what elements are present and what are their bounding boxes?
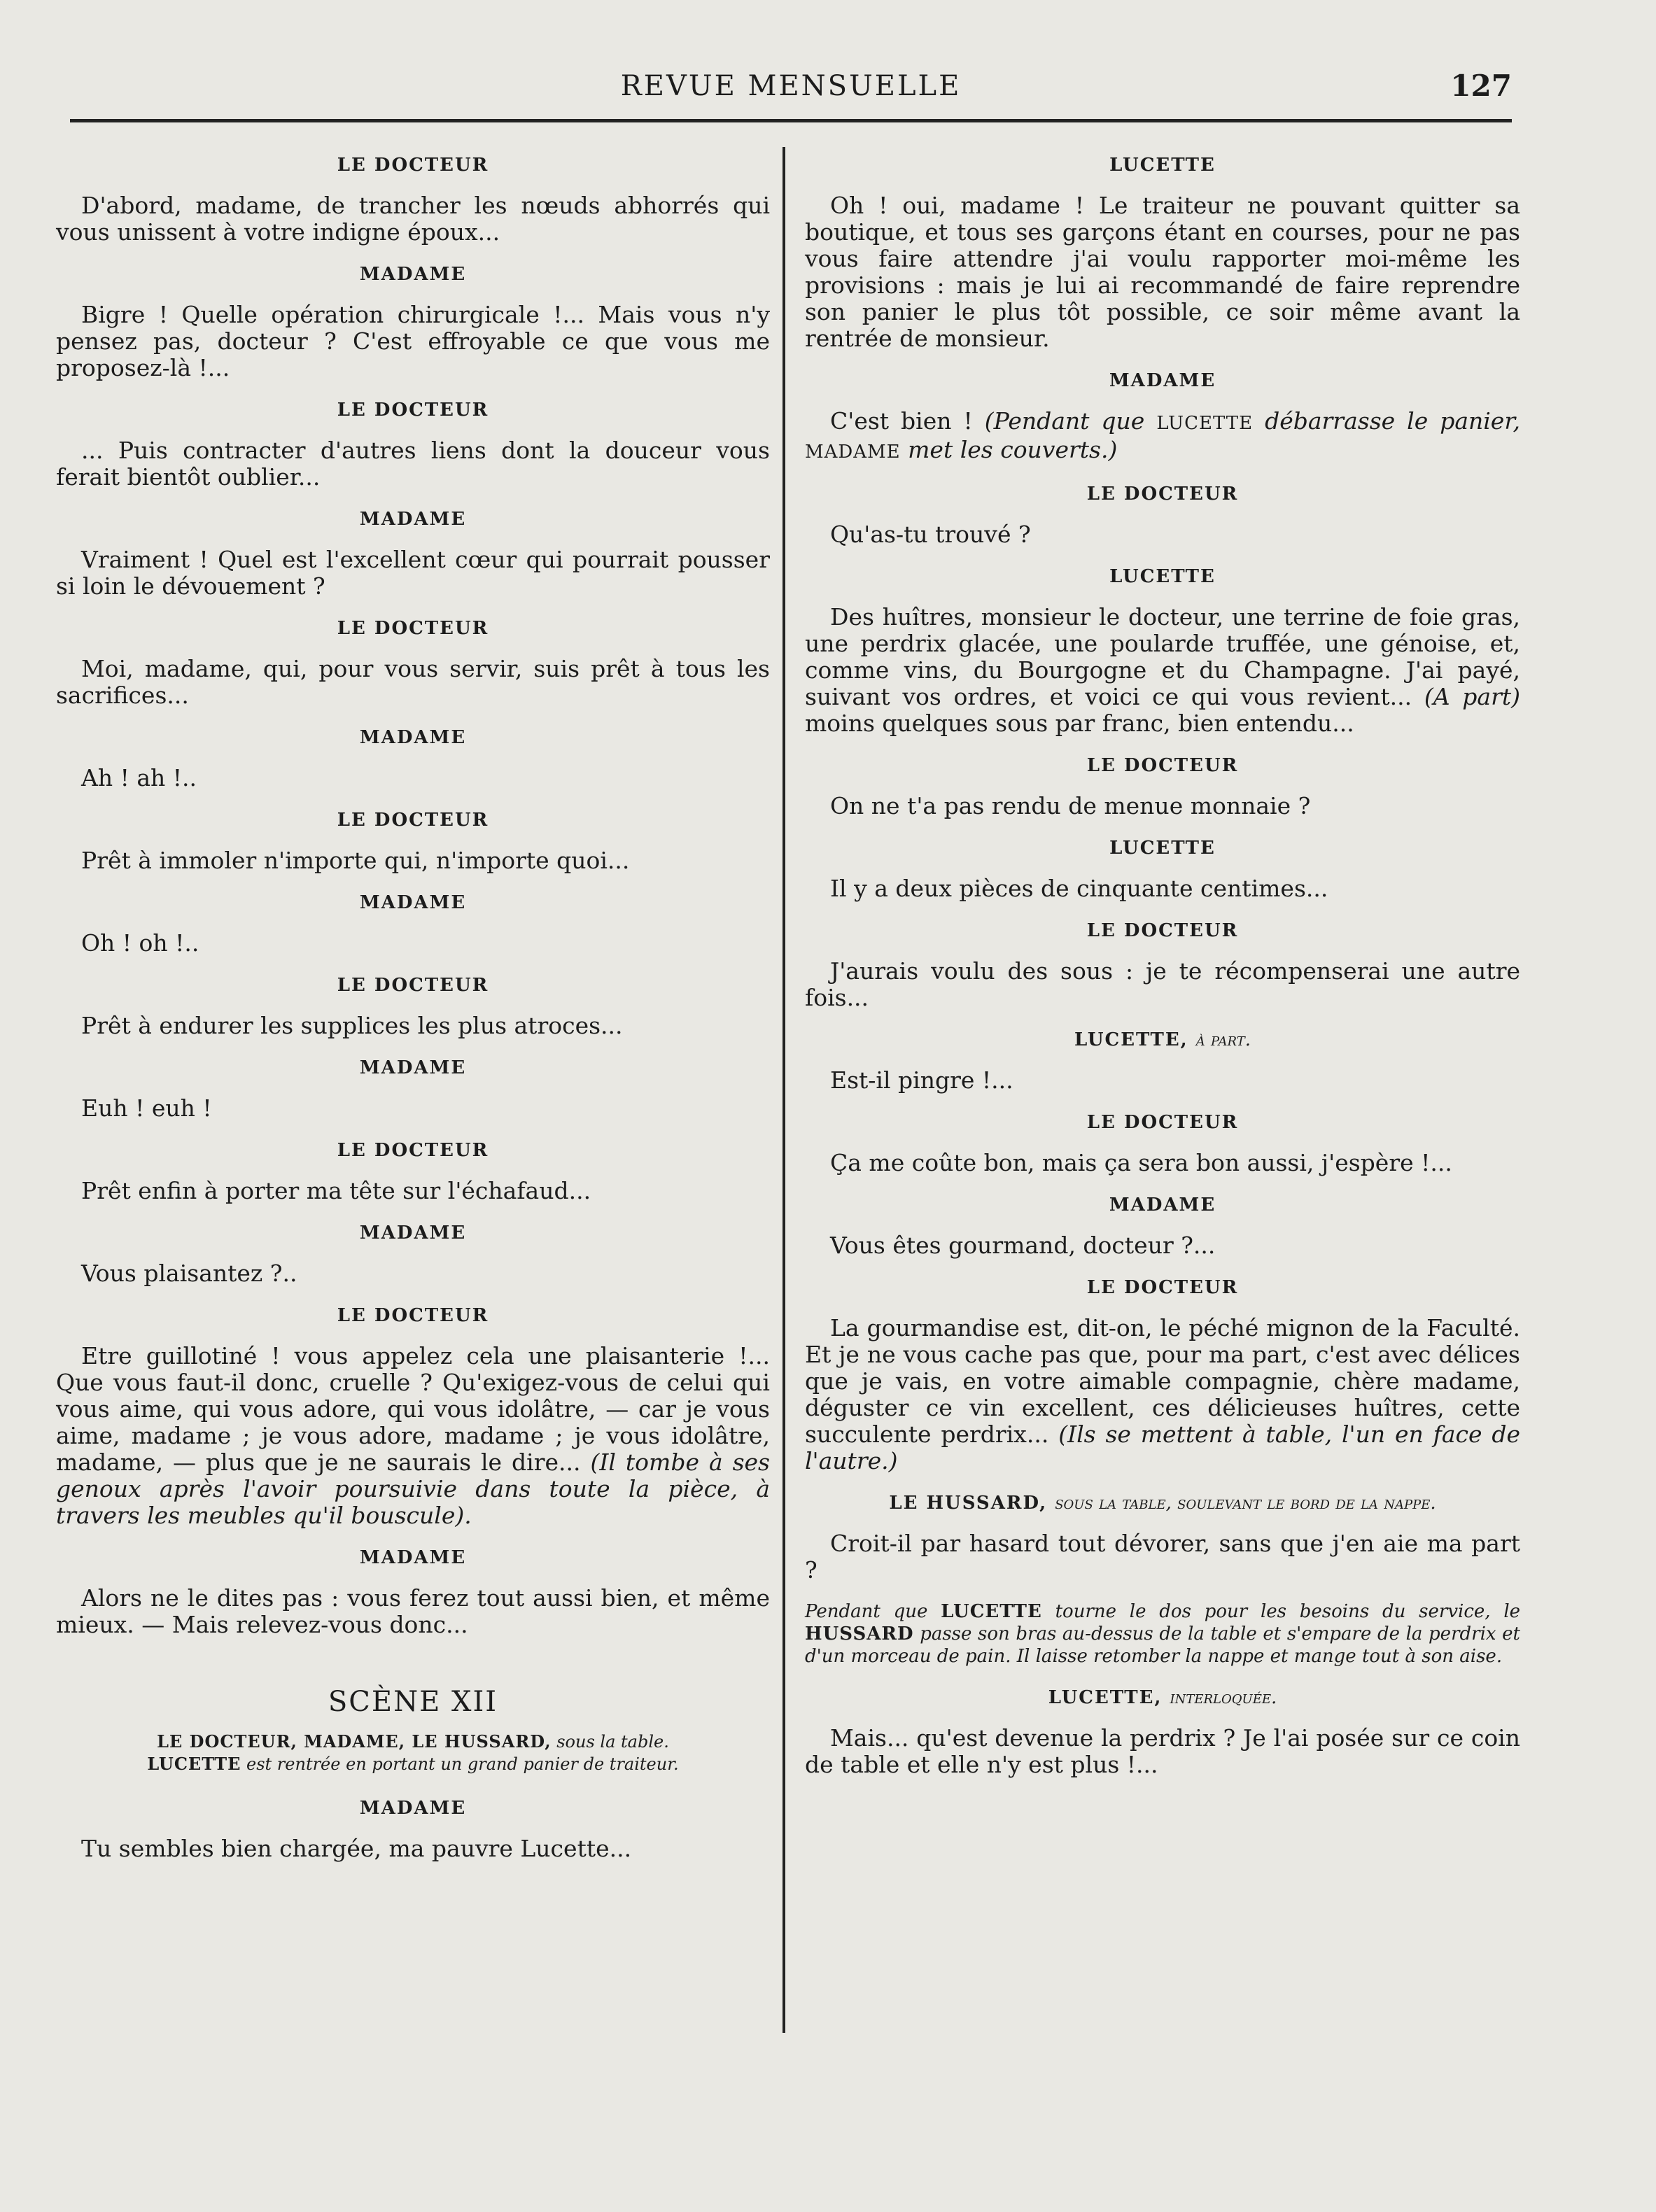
dialogue-line: Est-il pingre !...	[830, 1066, 1013, 1094]
dialogue-line: Vraiment ! Quel est l'excellent cœur qui pourrait pousser si loin le dévouement ?	[56, 546, 770, 600]
speaker-name: MADAME	[359, 727, 467, 748]
dialogue-line: Bigre ! Quelle opération chirurgicale !... Mais vous n'y pensez pas, docteur ? C'est effroyable ce que vous me proposez-là !...	[56, 301, 770, 381]
dialogue-line	[805, 1315, 1520, 1474]
speaker-name: LE DOCTEUR	[337, 618, 489, 639]
speaker-name: MADAME	[1109, 370, 1216, 391]
speaker-name: LE DOCTEUR	[1086, 755, 1239, 776]
speaker-name: LE DOCTEUR	[1086, 920, 1239, 941]
dialogue-line: Alors ne le dites pas : vous ferez tout aussi bien, et même mieux. — Mais relevez-vous donc...	[56, 1584, 770, 1638]
speaker-direction: interloquée.	[1170, 1687, 1277, 1708]
dialogue-line: Prêt enfin à porter ma tête sur l'échafaud...	[81, 1177, 591, 1204]
speaker-name: LE DOCTEUR	[337, 810, 489, 831]
running-header	[70, 64, 1512, 106]
speaker-label: LE HUSSARD,	[889, 1493, 1048, 1514]
dialogue-text: Etre guillotiné ! vous appelez cela une plaisanterie !... Que vous faut-il donc, cruelle ? Qu'exigez-vous de celui qui vous aime, qui vous adore, qui vous idolâtre, — car je vous aime, madame ; je vous adore, madame ; je vous idolâtre, madame, — plus que je ne saurais le dire...	[56, 1342, 770, 1476]
speaker-name: LE DOCTEUR	[1086, 1277, 1239, 1298]
speaker-label: LUCETTE,	[1074, 1029, 1188, 1050]
speaker-name: MADAME	[359, 1547, 467, 1568]
stage-text: passe son bras au-dessus de la table et s'empare de la perdrix et d'un morceau de pain. Il laisse retomber la nappe et mange tout à son aise.	[805, 1623, 1521, 1667]
cast-names: LUCETTE	[147, 1754, 241, 1774]
dialogue-line: Ah ! ah !..	[81, 764, 197, 791]
speaker-name: MADAME	[359, 1798, 467, 1819]
speaker-name: LE DOCTEUR	[337, 1305, 489, 1326]
dialogue-text: C'est bien !	[830, 407, 985, 435]
stage-direction: (Ils se mettent à table, l'un en face de l'autre.)	[805, 1421, 1520, 1474]
dialogue-line: Vous plaisantez ?..	[81, 1260, 297, 1287]
right-column	[805, 143, 1520, 1795]
speaker-name: MADAME	[359, 264, 467, 285]
cast-direction: est rentrée en portant un grand panier de traiteur.	[246, 1754, 679, 1774]
character-name: MADAME	[805, 442, 901, 463]
speaker-name: LUCETTE	[1109, 566, 1216, 587]
dialogue-line	[805, 604, 1520, 737]
speaker-name: LE DOCTEUR	[1086, 484, 1239, 505]
stage-direction: met les couverts.)	[908, 436, 1118, 463]
scene-cast	[56, 1731, 770, 1775]
speaker-name: LE DOCTEUR	[1086, 1112, 1239, 1133]
journal-title: REVUE MENSUELLE	[620, 70, 962, 102]
stage-direction-block	[805, 1600, 1520, 1668]
dialogue-line: Ça me coûte bon, mais ça sera bon aussi, j'espère !...	[830, 1149, 1452, 1176]
dialogue-line: On ne t'a pas rendu de menue monnaie ?	[830, 792, 1311, 819]
dialogue-line	[56, 1343, 770, 1529]
stage-direction: (Pendant que	[984, 407, 1145, 435]
dialogue-text: La gourmandise est, dit-on, le péché mignon de la Faculté. Et je ne vous cache pas que, pour ma part, c'est avec délices que je vais, en votre aimable compagnie, chère madame, déguster ce vin excellent, ces délicieuses huîtres, cette succulente perdrix...	[805, 1314, 1520, 1448]
speaker-name: MADAME	[359, 1057, 467, 1078]
dialogue-line: Prêt à immoler n'importe qui, n'importe quoi...	[81, 847, 630, 874]
speaker-name: MADAME	[359, 509, 467, 530]
speaker-direction: à part.	[1195, 1029, 1251, 1050]
dialogue-line: Il y a deux pièces de cinquante centimes...	[830, 875, 1328, 902]
left-column	[56, 143, 770, 1879]
stage-direction: (Il tombe à ses genoux après l'avoir poursuivie dans toute la pièce, à travers les meubles qu'il bouscule).	[56, 1449, 770, 1529]
stage-direction: débarrasse le panier,	[1265, 407, 1520, 435]
dialogue-line: ... Puis contracter d'autres liens dont la douceur vous ferait bientôt oublier...	[56, 437, 770, 491]
speaker-name: LE DOCTEUR	[337, 975, 489, 996]
dialogue-line: Mais... qu'est devenue la perdrix ? Je l'ai posée sur ce coin de table et elle n'y est plus !...	[805, 1724, 1520, 1778]
dialogue-line: Vous êtes gourmand, docteur ?...	[830, 1232, 1216, 1259]
speaker-name: MADAME	[1109, 1195, 1216, 1216]
character-name: HUSSARD	[805, 1623, 914, 1644]
speaker-name: MADAME	[359, 1223, 467, 1244]
cast-direction: sous la table.	[556, 1732, 669, 1752]
page-number: 127	[1450, 69, 1512, 103]
speaker-name: LE DOCTEUR	[337, 400, 489, 421]
speaker-name: LE DOCTEUR	[337, 1140, 489, 1161]
speaker-name: LUCETTE	[1109, 155, 1216, 176]
dialogue-text: moins quelques sous par franc, bien entendu...	[805, 710, 1354, 737]
speaker-direction: sous la table, soulevant le bord de la nappe.	[1055, 1493, 1436, 1514]
dialogue-line: Prêt à endurer les supplices les plus atroces...	[81, 1012, 623, 1039]
speaker-name	[805, 1686, 1520, 1710]
speaker-name	[805, 1491, 1520, 1515]
scene-title: SCÈNE XII	[328, 1686, 498, 1718]
stage-text: Pendant que	[805, 1601, 928, 1622]
dialogue-line: D'abord, madame, de trancher les nœuds abhorrés qui vous unissent à votre indigne époux...	[56, 192, 770, 246]
cast-names: LE DOCTEUR, MADAME, LE HUSSARD,	[157, 1731, 552, 1752]
speaker-name: LUCETTE	[1109, 838, 1216, 859]
column-divider	[783, 147, 785, 2033]
dialogue-line: Oh ! oh !..	[81, 929, 199, 957]
dialogue-line: Oh ! oui, madame ! Le traiteur ne pouvant quitter sa boutique, et tous ses garçons étant en courses, pour ne pas vous faire attendre j'ai voulu rapporter moi-même les provisions : mais je lui ai recommandé de faire reprendre son panier le plus tôt possible, ce soir même avant la rentrée de monsieur.	[805, 192, 1520, 352]
dialogue-line: Moi, madame, qui, pour vous servir, suis prêt à tous les sacrifices...	[56, 655, 770, 709]
dialogue-line: Tu sembles bien chargée, ma pauvre Lucette...	[81, 1835, 632, 1862]
header-rule	[70, 119, 1512, 122]
stage-text: tourne le dos pour les besoins du service, le	[1055, 1601, 1521, 1622]
dialogue-line: J'aurais voulu des sous : je te récompenserai une autre fois...	[805, 957, 1520, 1011]
stage-direction: (A part)	[1424, 683, 1520, 710]
dialogue-line	[805, 408, 1520, 465]
speaker-name	[805, 1028, 1520, 1052]
dialogue-text: Des huîtres, monsieur le docteur, une terrine de foie gras, une perdrix glacée, une poularde truffée, une génoise, et, comme vins, du Bourgogne et du Champagne. J'ai payé, suivant vos ordres, et voici ce qui vous revient...	[805, 603, 1520, 710]
speaker-name: MADAME	[359, 892, 467, 913]
speaker-name: LE DOCTEUR	[337, 155, 489, 176]
dialogue-line: Euh ! euh !	[81, 1094, 212, 1122]
dialogue-line: Croit-il par hasard tout dévorer, sans que j'en aie ma part ?	[805, 1530, 1520, 1584]
dialogue-line: Qu'as-tu trouvé ?	[830, 521, 1031, 548]
speaker-label: LUCETTE,	[1048, 1687, 1163, 1708]
character-name: LUCETTE	[941, 1601, 1042, 1622]
character-name: LUCETTE	[1156, 413, 1254, 434]
